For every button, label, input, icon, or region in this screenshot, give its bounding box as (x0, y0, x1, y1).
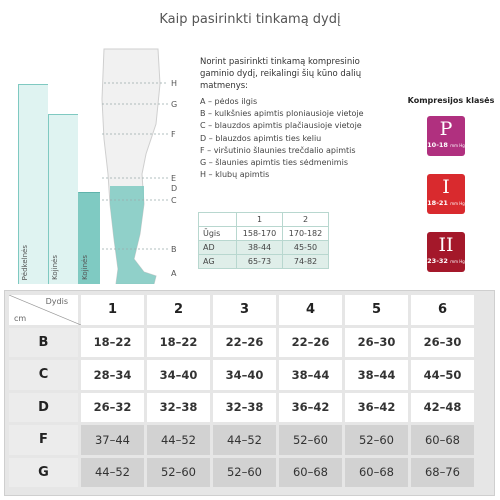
table-cell: AD (199, 241, 237, 255)
corner-size-label: Dydis (45, 297, 68, 306)
table-cell: 26–30 (411, 328, 477, 361)
table-cell: 38–44 (345, 360, 411, 393)
table-cell: 74-82 (283, 255, 329, 269)
table-row (9, 328, 477, 361)
table-cell: 36–42 (279, 393, 345, 426)
measurement-item: F – viršutinio šlaunies trečdalio apimtis (200, 145, 356, 155)
measurement-item: B – kulkšnies apimtis ploniausioje vietoje (200, 109, 364, 119)
table-row (199, 255, 329, 269)
row-header: C (9, 360, 81, 393)
table-row (199, 227, 329, 241)
table-cell: 60–68 (345, 458, 411, 491)
compression-title: Kompresijos klasės (407, 96, 495, 105)
corner-unit-label: cm (14, 313, 27, 323)
compression-badge-p (427, 116, 465, 156)
table-cell: 34–40 (213, 360, 279, 393)
marker-b: B (171, 245, 177, 254)
badge-letter: II (438, 234, 454, 256)
stockings-label: Kojinės (51, 255, 59, 280)
row-header: D (9, 393, 81, 426)
table-cell: 60–68 (279, 458, 345, 491)
table-row (199, 213, 329, 227)
size-header: 6 (411, 295, 477, 328)
table-cell: 28–34 (81, 360, 147, 393)
badge-letter: P (439, 118, 453, 140)
row-header: B (9, 328, 81, 361)
table-cell: 68–76 (411, 458, 477, 491)
marker-a: A (171, 269, 177, 278)
table-cell (199, 213, 237, 227)
table-cell: 44–52 (147, 425, 213, 458)
table-cell: 36–42 (345, 393, 411, 426)
table-cell: 170-182 (283, 227, 329, 241)
table-cell: 22–26 (213, 328, 279, 361)
marker-e: E (171, 174, 177, 183)
compression-badge-2 (427, 232, 465, 272)
size-table-panel (4, 290, 495, 496)
table-cell: Ūgis (199, 227, 237, 241)
table-row (199, 241, 329, 255)
table-cell: 158-170 (237, 227, 283, 241)
measurement-item: H – klubų apimtis (200, 170, 270, 180)
table-cell: 52–60 (279, 425, 345, 458)
table-corner (9, 295, 81, 328)
height-size-table (198, 212, 329, 269)
size-header: 1 (81, 295, 147, 328)
row-header: G (9, 458, 81, 491)
table-cell: 2 (283, 213, 329, 227)
marker-g: G (171, 100, 178, 109)
leg-diagram (18, 44, 198, 284)
table-cell: 26–32 (81, 393, 147, 426)
table-cell: 1 (237, 213, 283, 227)
table-cell: 37–44 (81, 425, 147, 458)
sock-shape (110, 186, 156, 284)
table-cell: 45-50 (283, 241, 329, 255)
table-cell: AG (199, 255, 237, 269)
measurement-item: G – šlaunies apimtis ties sėdmenimis (200, 158, 348, 168)
row-header: F (9, 425, 81, 458)
badge-range: 23-32 mm Hg (427, 257, 465, 265)
compression-badge-1 (427, 174, 465, 214)
table-cell: 26–30 (345, 328, 411, 361)
table-cell: 34–40 (147, 360, 213, 393)
marker-h: H (171, 79, 178, 88)
badge-letter: I (442, 176, 450, 198)
badge-range: 18-21 mm Hg (427, 199, 465, 207)
badge-range: 10-18 mm Hg (427, 141, 465, 149)
marker-f: F (171, 130, 176, 139)
tights-label: Pėdkelnės (21, 244, 29, 280)
size-header: 2 (147, 295, 213, 328)
intro-text: Norint pasirinkti tinkamą kompresinio gaminio dydį, reikalingi šių kūno dalių matmenys: (200, 57, 362, 91)
table-row (9, 360, 477, 393)
table-cell: 44–52 (81, 458, 147, 491)
table-cell: 42–48 (411, 393, 477, 426)
table-row (9, 393, 477, 426)
table-cell: 44–52 (213, 425, 279, 458)
leg-figure (18, 44, 198, 284)
measurement-item: A – pėdos ilgis (200, 97, 258, 106)
size-header: 5 (345, 295, 411, 328)
table-cell: 38–44 (279, 360, 345, 393)
table-row (9, 425, 477, 458)
size-header: 3 (213, 295, 279, 328)
page-title: Kaip pasirinkti tinkamą dydį (159, 12, 341, 27)
table-header-row (9, 295, 477, 328)
table-cell: 22–26 (279, 328, 345, 361)
knee-socks-label: Kojinės (81, 255, 89, 280)
table-cell: 18–22 (147, 328, 213, 361)
table-cell: 44–50 (411, 360, 477, 393)
marker-d: D (171, 184, 178, 193)
table-cell: 32–38 (147, 393, 213, 426)
measurement-item: C – blauzdos apimtis plačiausioje vietoje (200, 121, 362, 131)
table-cell: 65-73 (237, 255, 283, 269)
table-cell: 38-44 (237, 241, 283, 255)
table-cell: 60–68 (411, 425, 477, 458)
table-cell: 32–38 (213, 393, 279, 426)
table-cell: 18–22 (81, 328, 147, 361)
table-cell: 52–60 (147, 458, 213, 491)
size-header: 4 (279, 295, 345, 328)
table-row (9, 458, 477, 491)
measurement-list (200, 96, 380, 181)
table-cell: 52–60 (213, 458, 279, 491)
size-table (9, 295, 477, 490)
measurement-item: D – blauzdos apimtis ties keliu (200, 133, 322, 143)
table-cell: 52–60 (345, 425, 411, 458)
marker-c: C (171, 196, 177, 205)
